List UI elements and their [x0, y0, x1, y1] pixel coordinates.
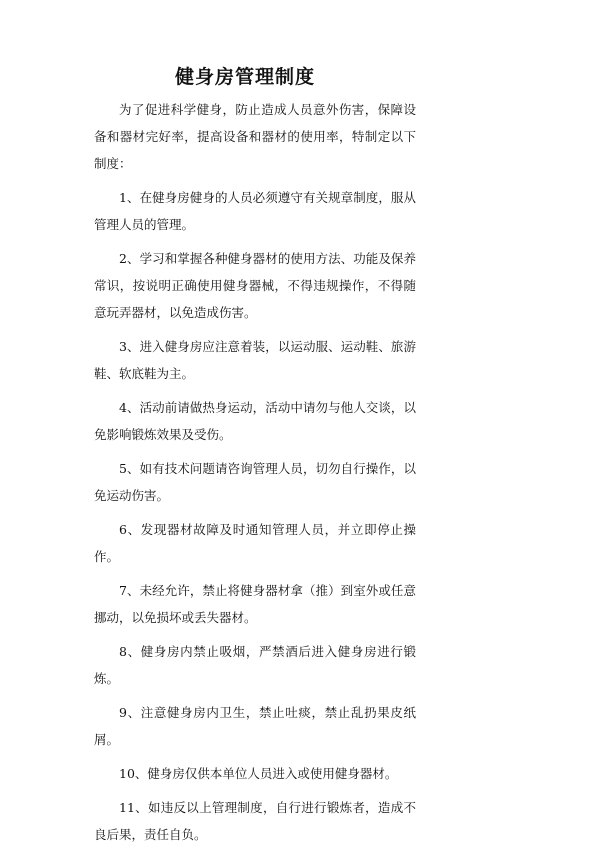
rule-5: 5、如有技术问题请咨询管理人员，切勿自行操作，以免运动伤害。 [94, 461, 416, 503]
rule-10: 10、健身房仅供本单位人员进入或使用健身器材。 [119, 766, 398, 781]
intro-paragraph: 为了促进科学健身，防止造成人员意外伤害，保障设备和器材完好率，提高设备和器材的使用率，特制定以下制度： [94, 102, 416, 171]
document-body [94, 96, 416, 855]
rule-2: 2、学习和掌握各种健身器材的使用方法、功能及保养常识，按说明正确使用健身器械，不得违规操作，不得随意玩弄器材，以免造成伤害。 [94, 251, 416, 320]
rule-4: 4、活动前请做热身运动，活动中请勿与他人交谈，以免影响锻炼效果及受伤。 [94, 400, 416, 442]
rule-8: 8、健身房内禁止吸烟，严禁酒后进入健身房进行锻炼。 [94, 644, 416, 686]
rule-7: 7、未经允许，禁止将健身器材拿（推）到室外或任意挪动，以免损坏或丢失器材。 [94, 583, 416, 625]
rule-9: 9、注意健身房内卫生，禁止吐痰，禁止乱扔果皮纸屑。 [94, 705, 416, 747]
rule-3: 3、进入健身房应注意着装，以运动服、运动鞋、旅游鞋、软底鞋为主。 [94, 339, 416, 381]
document-title: 健身房管理制度 [174, 66, 315, 88]
rule-1: 1、在健身房健身的人员必须遵守有关规章制度，服从管理人员的管理。 [94, 190, 416, 232]
rule-6: 6、发现器材故障及时通知管理人员，并立即停止操作。 [94, 522, 416, 564]
rule-11: 11、如违反以上管理制度，自行进行锻炼者，造成不良后果，责任自负。 [94, 800, 416, 842]
